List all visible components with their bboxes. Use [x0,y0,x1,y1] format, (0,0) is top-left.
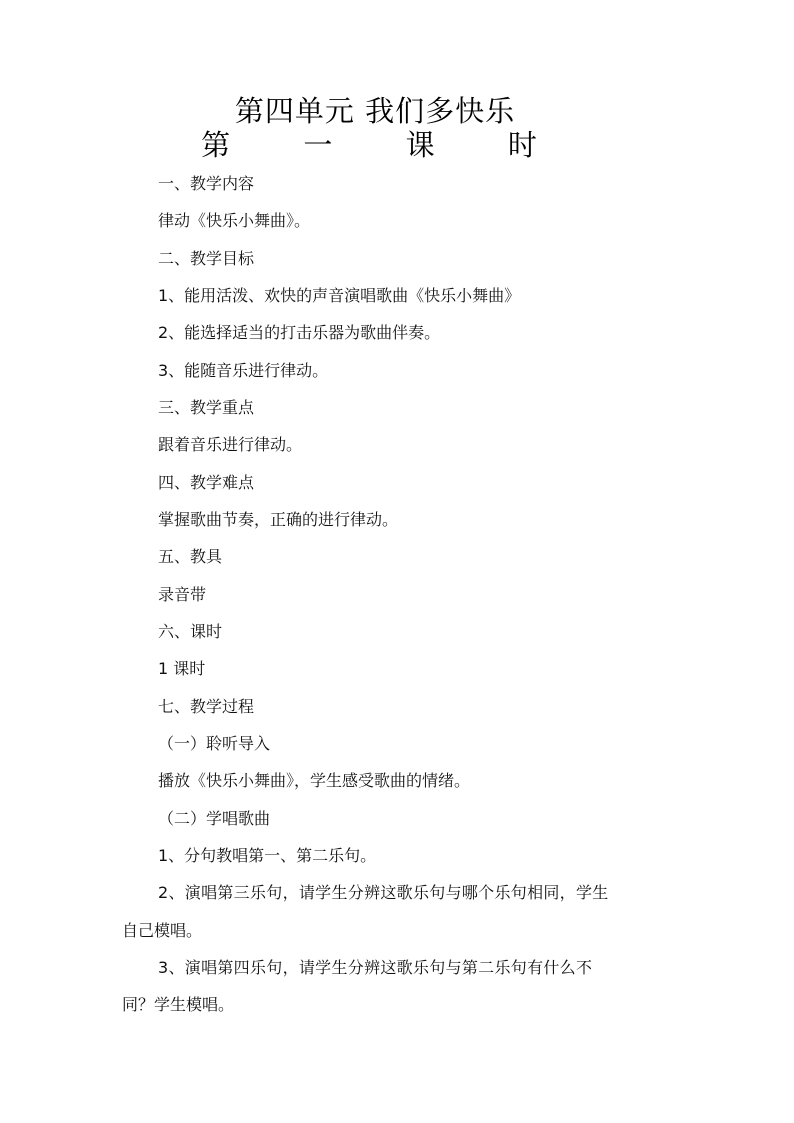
section-heading-key-point: 三、教学重点 [158,398,255,417]
section-heading-goals: 二、教学目标 [158,249,255,268]
goal-item-1: 1、能用活泼、欢快的声音演唱歌曲《快乐小舞曲》 [158,286,521,305]
section-heading-process: 七、教学过程 [158,697,255,716]
goal-item-2: 2、能选择适当的打击乐器为歌曲伴奏。 [158,323,441,342]
difficulty-text: 掌握歌曲节奏，正确的进行律动。 [158,510,399,529]
section-heading-content: 一、教学内容 [158,174,255,193]
unit-title: 第四单元 我们多快乐 [234,94,516,128]
section-heading-materials: 五、教具 [158,547,223,566]
content-text: 律动《快乐小舞曲》。 [158,211,311,230]
process-step-2-line-2: 自己模唱。 [122,921,203,940]
process-step-2-line-1: 2、演唱第三乐句，请学生分辨这歌乐句与哪个乐句相同，学生 [158,883,609,902]
section-heading-periods: 六、课时 [158,622,223,641]
section-heading-difficulty: 四、教学难点 [158,473,255,492]
materials-text: 录音带 [158,585,207,604]
process-step-1: 1、分句教唱第一、第二乐句。 [158,846,377,865]
intro-text: 播放《快乐小舞曲》，学生感受歌曲的情绪。 [158,771,471,790]
key-point-text: 跟着音乐进行律动。 [158,435,303,454]
lesson-subtitle: 第 一 课 时 [201,128,569,162]
goal-item-3: 3、能随音乐进行律动。 [158,361,329,380]
periods-text: 1 课时 [158,659,206,678]
process-step-3-line-1: 3、演唱第四乐句，请学生分辨这歌乐句与第二乐句有什么不 [158,958,593,977]
process-step-3-line-2: 同？学生模唱。 [122,995,235,1014]
subsection-heading-intro: （一）聆听导入 [158,734,271,753]
subsection-heading-learn-song: （二）学唱歌曲 [158,809,271,828]
